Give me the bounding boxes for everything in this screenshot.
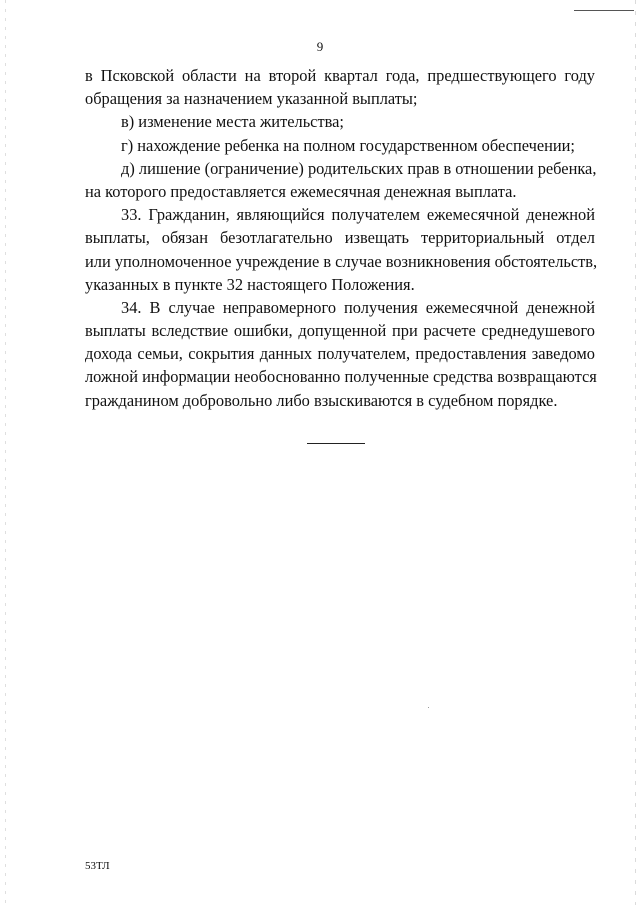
end-separator-line (307, 443, 365, 444)
text-line: 33. Гражданин, являющийся получателем ежемесячной денежной (121, 205, 595, 225)
text-line: или уполномоченное учреждение в случае возникновения обстоятельств, (85, 251, 598, 271)
text-line: 34. В случае неправомерного получения ежемесячной денежной (121, 297, 595, 317)
text-line: в) изменение места жительства; (121, 112, 344, 132)
text-line: дохода семьи, сокрытия данных получателем, предоставления заведомо (85, 344, 595, 364)
scan-edge-right (635, 0, 636, 905)
text-line: д) лишение (ограничение) родительских прав в отношении ребенка, (121, 158, 597, 178)
page-number: 9 (316, 39, 324, 54)
text-line: выплаты, обязан безотлагательно извещать территориальный отдел (85, 228, 595, 248)
text-line: в Псковской области на второй квартал года, предшествующего году (85, 66, 595, 85)
text-line: ложной информации необоснованно полученные средства возвращаются (85, 367, 597, 387)
scan-speck (428, 707, 429, 708)
text-line: указанных в пункте 32 настоящего Положения. (85, 274, 415, 294)
text-line: г) нахождение ребенка на полном государственном обеспечении; (121, 135, 575, 155)
text-line: обращения за назначением указанной выплаты; (85, 89, 418, 109)
text-line: выплаты вследствие ошибки, допущенной при расчете среднедушевого (85, 321, 595, 341)
scan-edge-left (5, 0, 6, 905)
text-line: на которого предоставляется ежемесячная денежная выплата. (85, 181, 517, 201)
footer-code: 53ТЛ (85, 860, 110, 872)
document-body (85, 64, 598, 412)
text-line: гражданином добровольно либо взыскиваются в судебном порядке. (85, 390, 558, 410)
scan-corner-mark (574, 0, 634, 11)
